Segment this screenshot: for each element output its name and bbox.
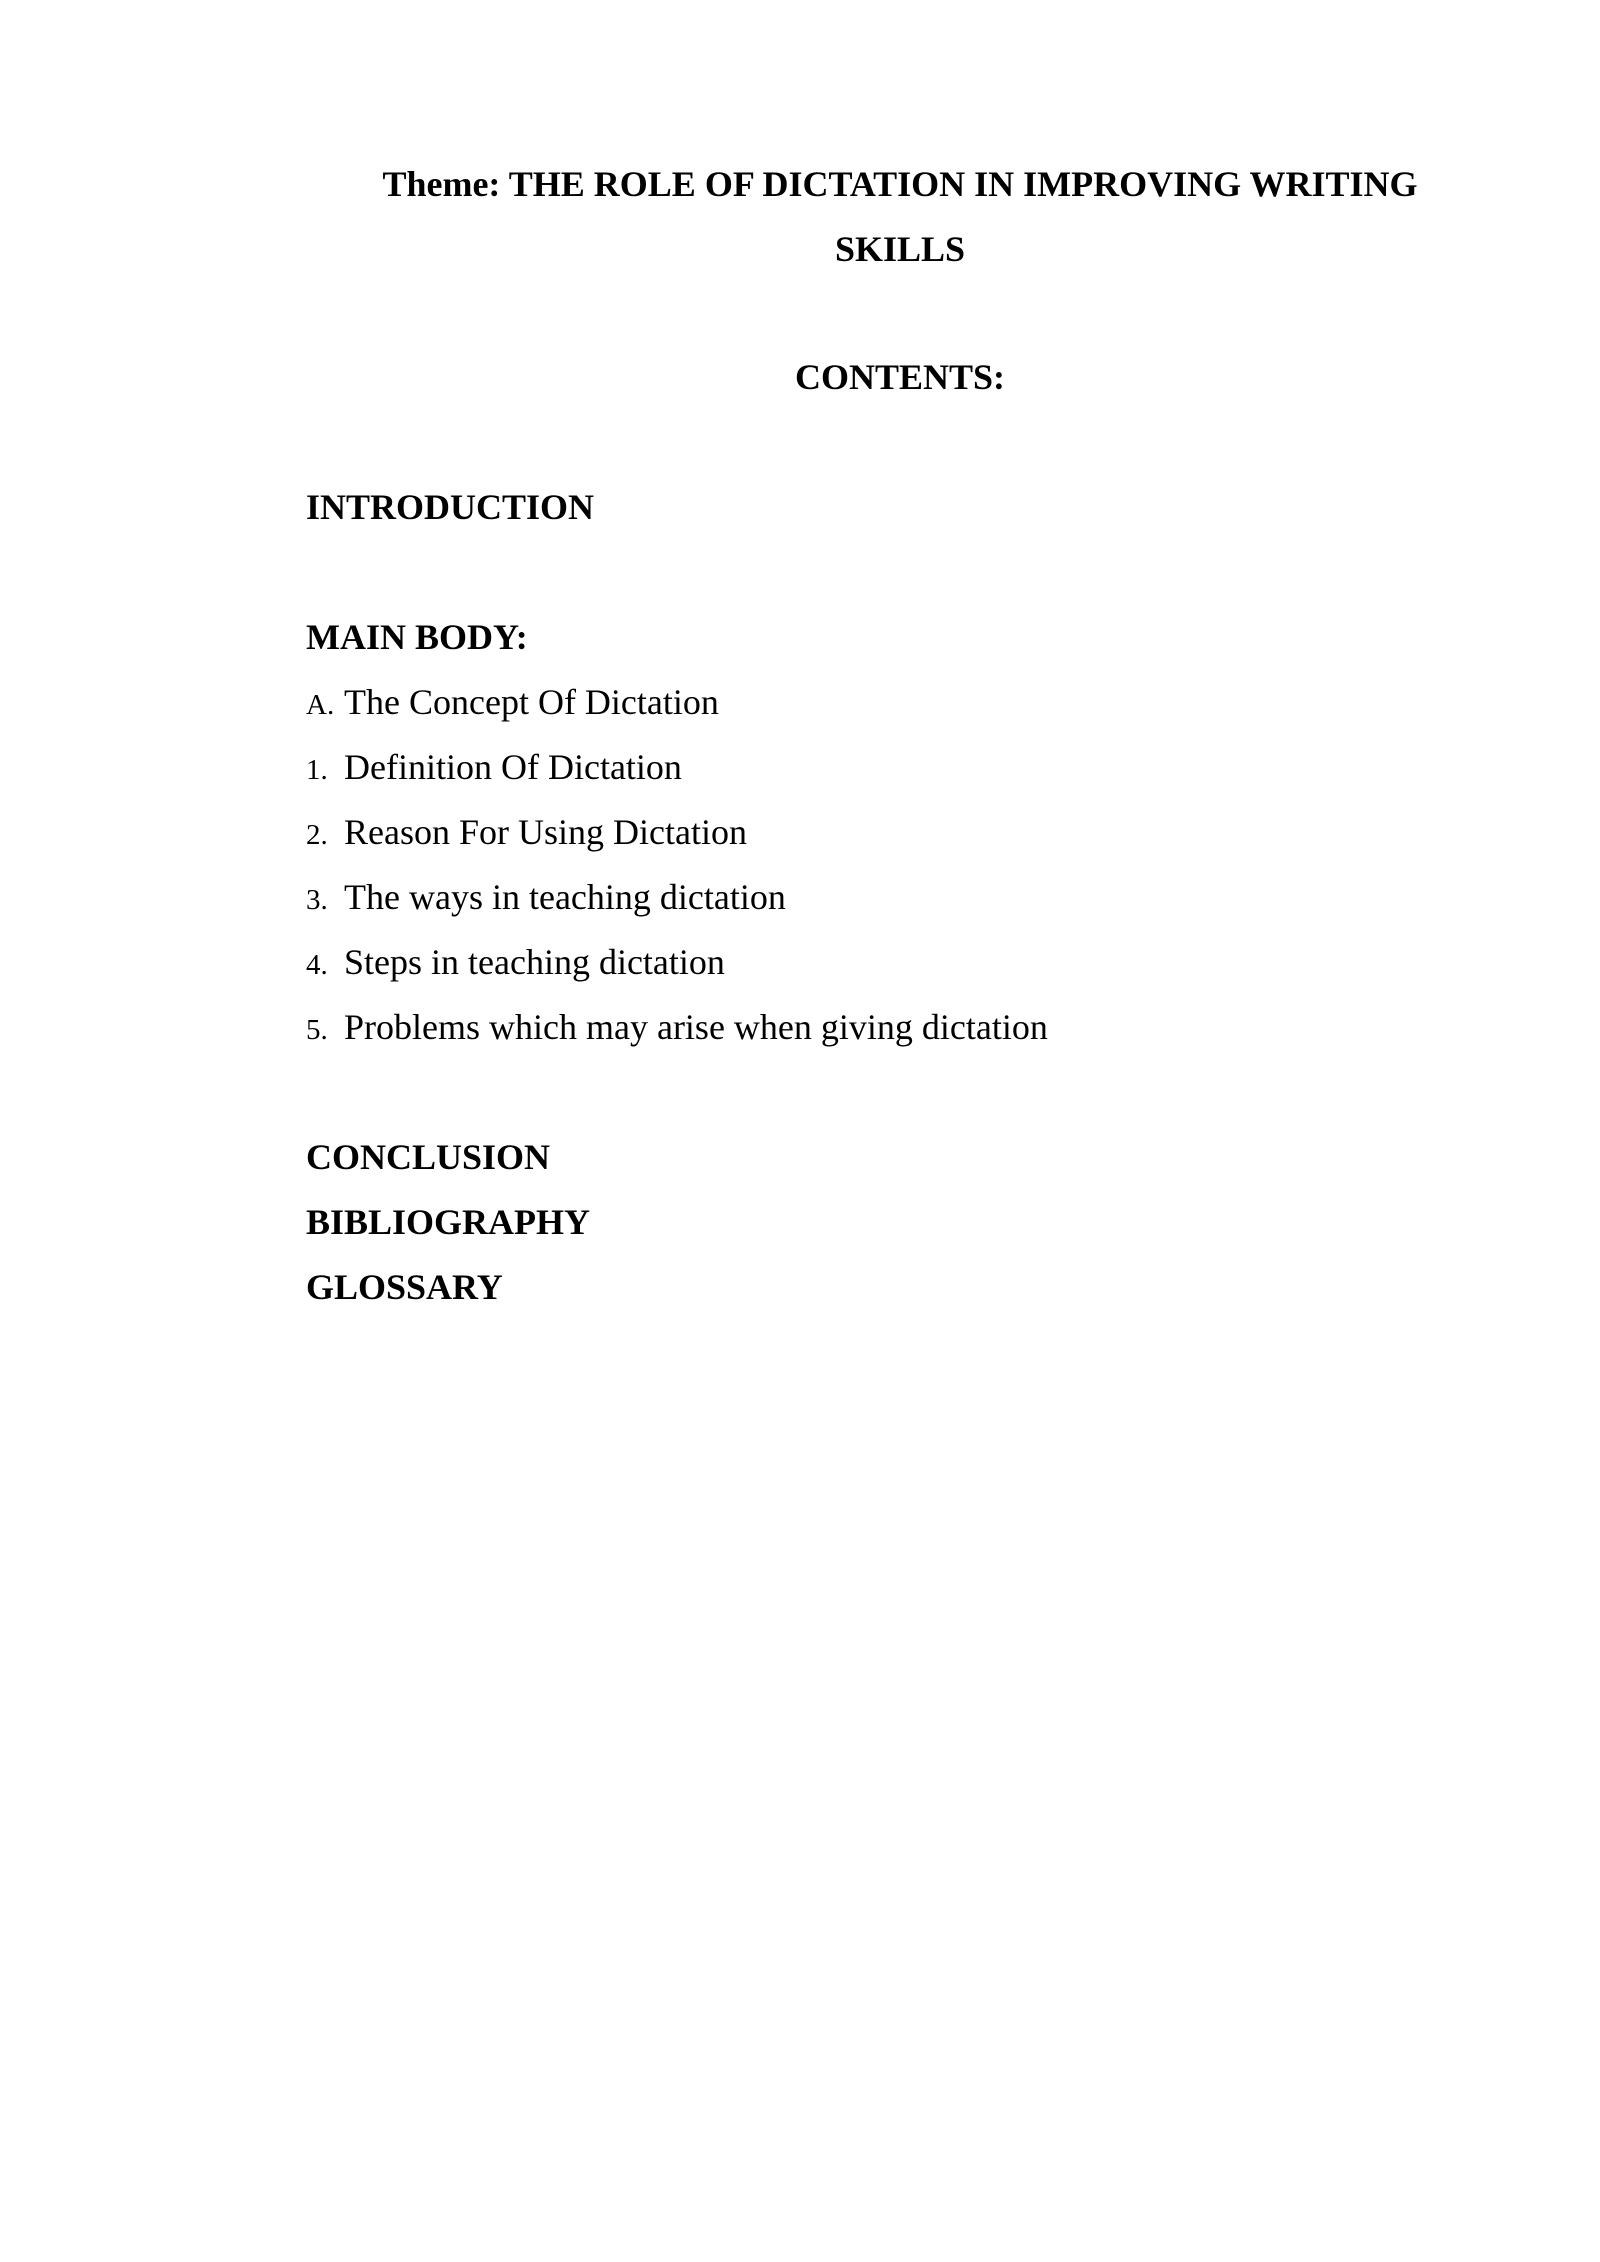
glossary-heading: GLOSSARY — [306, 1267, 503, 1307]
list-item-text: Definition Of Dictation — [344, 747, 682, 787]
list-item-text: Reason For Using Dictation — [344, 812, 747, 852]
list-marker: 2. — [306, 819, 328, 851]
list-item — [306, 735, 1048, 800]
main-body-heading: MAIN BODY: — [306, 617, 528, 657]
bibliography-heading: BIBLIOGRAPHY — [306, 1202, 591, 1242]
list-marker: 3. — [306, 884, 328, 916]
list-marker: A. — [306, 689, 335, 721]
introduction-heading: INTRODUCTION — [306, 487, 595, 527]
list-marker: 5. — [306, 1014, 328, 1046]
list-item-text: Problems which may arise when giving dictation — [344, 1007, 1048, 1047]
conclusion-heading: CONCLUSION — [306, 1137, 551, 1177]
main-body-list — [306, 670, 1048, 1060]
list-item — [306, 670, 1048, 735]
list-item-text: Steps in teaching dictation — [344, 942, 725, 982]
document-title — [340, 152, 1460, 282]
list-item-text: The ways in teaching dictation — [344, 877, 786, 917]
list-item — [306, 930, 1048, 995]
list-item-text: The Concept Of Dictation — [344, 682, 719, 722]
end-sections-list — [306, 1125, 590, 1320]
list-item — [306, 865, 1048, 930]
list-marker: 4. — [306, 949, 328, 981]
list-item — [306, 995, 1048, 1060]
title-line-2: SKILLS — [834, 229, 966, 269]
list-marker: 1. — [306, 754, 328, 786]
list-item — [306, 800, 1048, 865]
title-line-1: Theme: THE ROLE OF DICTATION IN IMPROVING WRITING — [382, 164, 1418, 204]
contents-heading: CONTENTS: — [794, 357, 1006, 397]
